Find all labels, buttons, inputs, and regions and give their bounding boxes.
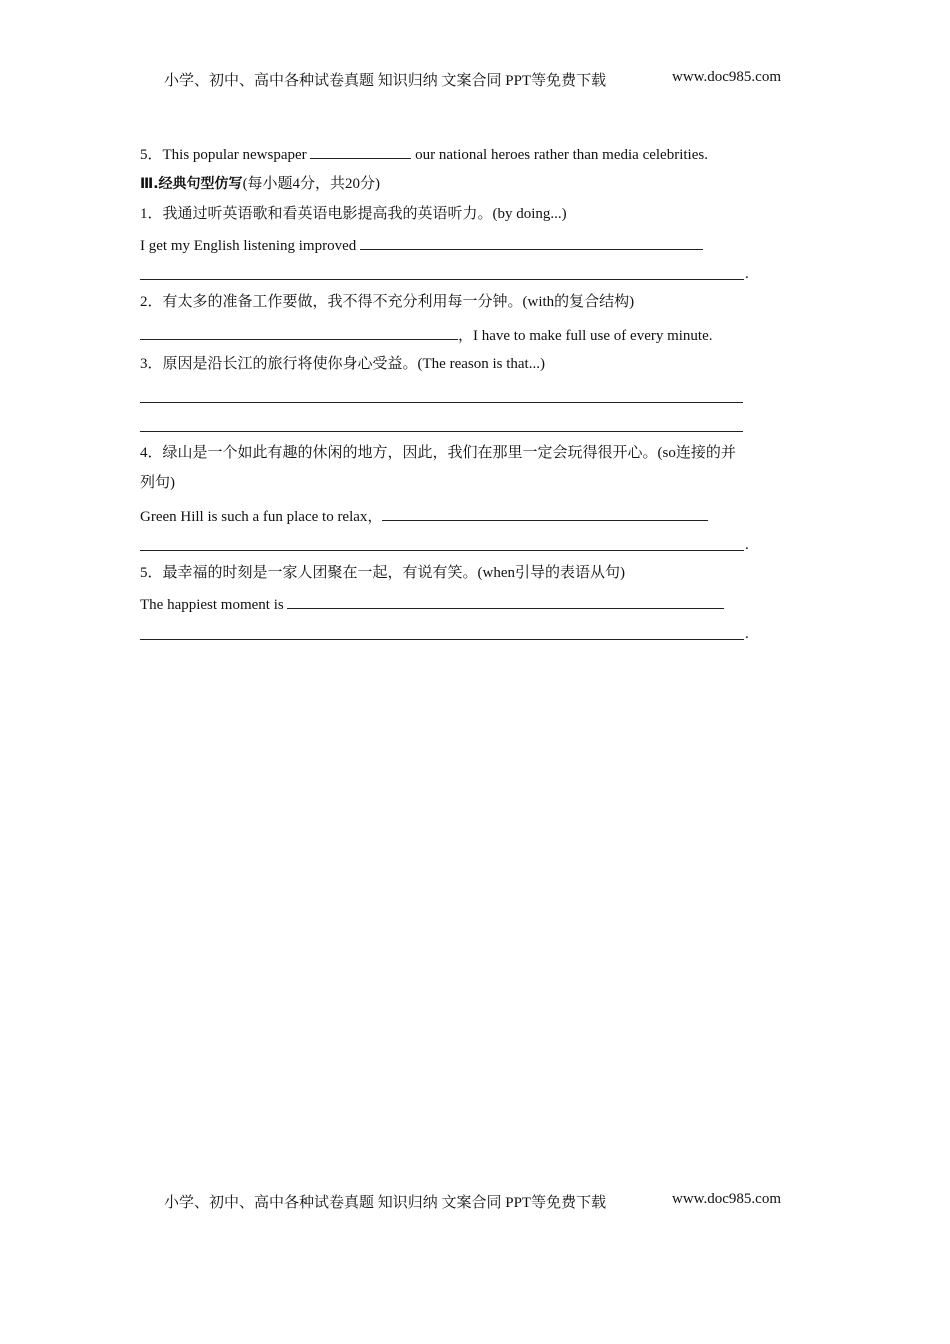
question-text-after: our national heroes rather than media celebrities. xyxy=(411,147,708,163)
answer-blank xyxy=(140,324,458,340)
section-title-score: (每小题4分，共20分) xyxy=(242,176,381,192)
footer-promo-text: 小学、初中、高中各种试卷真题 知识归纳 文案合同 PPT等免费下载 xyxy=(164,1195,607,1211)
item-3-prompt xyxy=(140,354,545,374)
header-website: www.doc985.com xyxy=(672,69,782,85)
section-title-bold: Ⅲ.经典句型仿写 xyxy=(140,176,243,192)
item-5-prompt xyxy=(140,563,625,583)
item-4-prompt-cont: 列句) xyxy=(140,475,175,491)
answer-blank xyxy=(360,234,703,250)
answer-blank xyxy=(287,593,724,609)
answer-start-text: Green Hill is such a fun place to relax， xyxy=(140,509,383,525)
item-number: 3． xyxy=(140,356,163,372)
answer-blank-line xyxy=(140,639,744,640)
answer-blank xyxy=(382,505,708,521)
item-prompt: 最幸福的时刻是一家人团聚在一起，有说有笑。(when引导的表语从句) xyxy=(162,565,625,581)
item-4-answer-line xyxy=(140,505,708,527)
item-prompt: 绿山是一个如此有趣的休闲的地方，因此，我们在那里一定会玩得很开心。(so连接的并 xyxy=(162,445,736,461)
item-1-answer-line xyxy=(140,234,703,256)
answer-blank-line xyxy=(140,431,743,432)
answer-end-text: ，I have to make full use of every minute. xyxy=(458,328,713,344)
item-number: 5． xyxy=(140,565,163,581)
question-number: 5． xyxy=(140,147,163,163)
question-text-before: This popular newspaper xyxy=(162,147,311,163)
item-number: 1． xyxy=(140,206,163,222)
period: . xyxy=(745,626,749,642)
item-number: 2． xyxy=(140,294,163,310)
item-2-answer-line xyxy=(140,324,713,346)
header-promo-text: 小学、初中、高中各种试卷真题 知识归纳 文案合同 PPT等免费下载 xyxy=(164,73,607,89)
item-4-prompt xyxy=(140,443,736,463)
item-1-prompt xyxy=(140,204,567,224)
answer-blank-line xyxy=(140,550,744,551)
period: . xyxy=(745,537,749,553)
answer-blank-line xyxy=(140,402,743,403)
item-5-answer-line xyxy=(140,593,724,615)
section-title xyxy=(140,174,380,194)
item-prompt: 有太多的准备工作要做，我不得不充分利用每一分钟。(with的复合结构) xyxy=(162,294,635,310)
answer-start-text: I get my English listening improved xyxy=(140,238,360,254)
item-number: 4． xyxy=(140,445,163,461)
prev-question-5 xyxy=(140,143,708,165)
period: . xyxy=(745,266,749,282)
answer-start-text: The happiest moment is xyxy=(140,597,288,613)
item-prompt: 原因是沿长江的旅行将使你身心受益。(The reason is that...) xyxy=(162,356,545,372)
answer-blank xyxy=(310,143,411,159)
item-prompt: 我通过听英语歌和看英语电影提高我的英语听力。(by doing...) xyxy=(162,206,567,222)
answer-blank-line xyxy=(140,279,744,280)
item-2-prompt xyxy=(140,292,634,312)
footer-website: www.doc985.com xyxy=(672,1191,782,1207)
